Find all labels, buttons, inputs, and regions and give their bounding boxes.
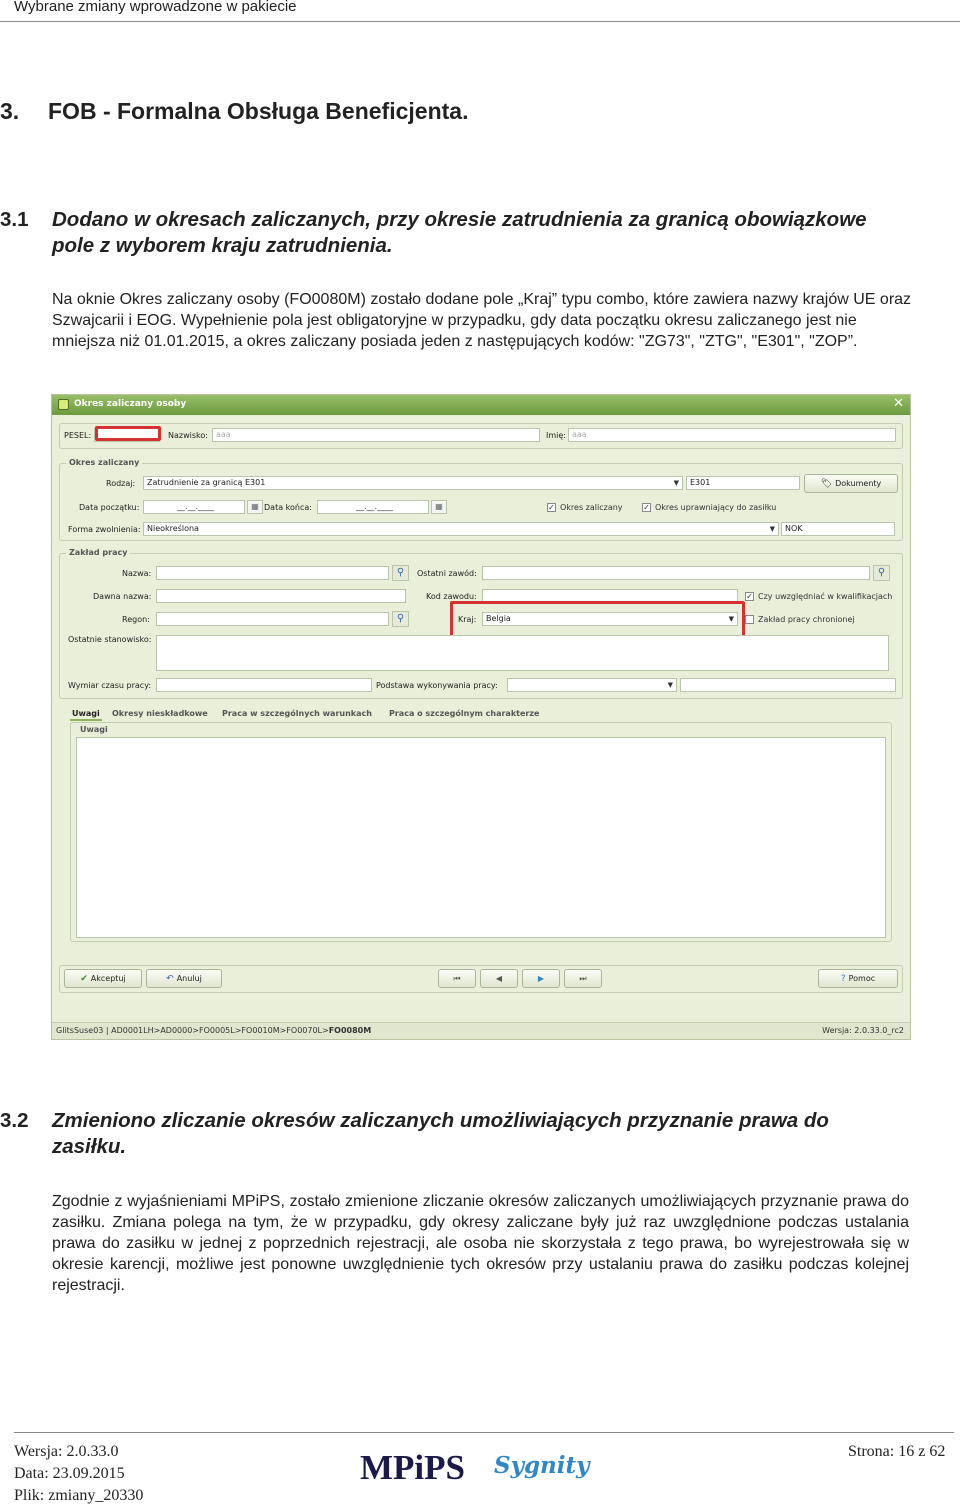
pesel-highlight bbox=[95, 426, 161, 441]
okres-uprawniajacy-checkbox-label: Okres uprawniający do zasiłku bbox=[655, 503, 777, 512]
section-3-number: 3. bbox=[0, 98, 20, 124]
pomoc-button-label: Pomoc bbox=[848, 974, 876, 983]
section-3-1-paragraph: Na oknie Okres zaliczany osoby (FO0080M) zostało dodane pole „Kraj” typu combo, które zawiera nazwy krajów UE oraz Szwajcarii i EOG. Wypełnienie pola jest obligatoryjne w przypadku, gdy data początku okresu zaliczanego jest nie mniejsza niż 01.01.2015, a okres zaliczany posiada jeden z następujących kodów: "ZG73", "ZTG", "E301", "ZOP”. bbox=[52, 291, 912, 350]
checkmark-icon: ✔ bbox=[80, 974, 88, 984]
checkbox-box bbox=[745, 615, 754, 624]
dropdown-arrow-icon: ▼ bbox=[673, 479, 679, 487]
calendar-icon[interactable]: ▦ bbox=[247, 500, 263, 514]
uwagi-panel-label: Uwagi bbox=[80, 725, 108, 734]
forma-zwolnienia-code[interactable]: NOK bbox=[781, 522, 895, 536]
pesel-label: PESEL: bbox=[64, 431, 92, 440]
czy-kwalifikacje-checkbox[interactable] bbox=[745, 592, 892, 601]
section-3-2-heading bbox=[0, 1108, 900, 1160]
tab-praca-szczegolny-charakter[interactable]: Praca o szczególnym charakterze bbox=[389, 709, 540, 718]
section-3-heading bbox=[0, 98, 468, 125]
section-3-title: FOB - Formalna Obsługa Beneficjenta. bbox=[48, 98, 469, 124]
rodzaj-combo[interactable] bbox=[143, 476, 683, 490]
anuluj-button-label: Anuluj bbox=[176, 974, 202, 983]
imie-label: Imię: bbox=[546, 431, 566, 440]
header-divider bbox=[0, 21, 960, 22]
last-record-button[interactable]: ⏭ bbox=[564, 969, 602, 988]
okres-uprawniajacy-checkbox[interactable] bbox=[642, 503, 776, 512]
nazwisko-field[interactable]: aaa bbox=[212, 428, 540, 442]
rodzaj-label: Rodzaj: bbox=[106, 479, 136, 488]
status-path bbox=[56, 1023, 371, 1039]
data-poczatku-field[interactable]: __.__.____ bbox=[143, 500, 245, 514]
status-bar bbox=[52, 1022, 910, 1039]
running-header: Wybrane zmiany wprowadzone w pakiecie bbox=[14, 0, 297, 15]
dropdown-arrow-icon: ▼ bbox=[667, 681, 673, 689]
close-icon[interactable]: ✕ bbox=[893, 396, 904, 411]
ostatni-zawod-label: Ostatni zawód: bbox=[417, 569, 477, 578]
nazwisko-label: Nazwisko: bbox=[168, 431, 208, 440]
data-konca-label: Data końca: bbox=[264, 503, 312, 512]
forma-zwolnienia-value: Nieokreślona bbox=[147, 524, 199, 533]
dokumenty-button[interactable] bbox=[804, 474, 898, 493]
okres-zaliczany-checkbox-label: Okres zaliczany bbox=[560, 503, 623, 512]
next-record-button[interactable]: ▶ bbox=[522, 969, 560, 988]
czy-kwalifikacje-checkbox-label: Czy uwzględniać w kwalifikacjach bbox=[758, 592, 893, 601]
tab-praca-szczegolne-warunki[interactable]: Praca w szczególnych warunkach bbox=[222, 709, 372, 718]
podstawa-code-field[interactable] bbox=[680, 678, 896, 692]
mpips-logo: MPiPS bbox=[360, 1448, 465, 1487]
data-konca-field[interactable]: __.__.____ bbox=[317, 500, 429, 514]
forma-zwolnienia-combo[interactable] bbox=[143, 522, 779, 536]
checkbox-box: ✓ bbox=[746, 592, 753, 601]
checkbox-box: ✓ bbox=[643, 503, 650, 512]
app-icon bbox=[58, 399, 69, 410]
ostatnie-stanowisko-field[interactable] bbox=[156, 635, 889, 671]
rodzaj-value: Zatrudnienie za granicą E301 bbox=[147, 478, 266, 487]
section-3-1-title: Dodano w okresach zaliczanych, przy okresie zatrudnienia za granicą obowiązkowe pole z wyborem kraju zatrudnienia. bbox=[52, 208, 867, 257]
tab-okresy-nieskladkowe[interactable]: Okresy nieskładkowe bbox=[112, 709, 208, 718]
akceptuj-button[interactable] bbox=[64, 969, 142, 988]
rodzaj-code-field[interactable]: E301 bbox=[686, 476, 800, 490]
undo-icon: ↶ bbox=[166, 974, 174, 984]
status-path-current: FO0080M bbox=[328, 1026, 372, 1035]
zaklad-pracy-group-title: Zakład pracy bbox=[66, 548, 130, 557]
okres-zaliczany-window bbox=[51, 394, 911, 1040]
window-titlebar bbox=[52, 395, 910, 415]
pomoc-button[interactable] bbox=[818, 969, 898, 988]
tag-icon: 🏷 bbox=[820, 479, 833, 489]
checkbox-box: ✓ bbox=[548, 503, 555, 512]
section-3-2-paragraph: Zgodnie z wyjaśnieniami MPiPS, zostało zmienione zliczanie okresów zaliczanych umożliwiających przyznanie prawa do zasiłku. Zmiana polega na tym, że w przypadku, gdy okresy zaliczane były już raz uwzględnione podczas ustalania prawa do zasiłku w jednej z poprzednich rejestracji, ale osoba nie skorzystała z tego prawa, bo wyrejestrowała się w okresie karencji, możliwe jest ponowne uwzględnienie tych okresów przy ustalaniu prawa do zasiłku podczas kolejnej rejestracji. bbox=[52, 1193, 909, 1294]
ostatni-zawod-field[interactable] bbox=[482, 566, 870, 580]
dokumenty-button-label: Dokumenty bbox=[835, 479, 882, 488]
zaklad-chroniony-checkbox[interactable] bbox=[745, 615, 855, 624]
dropdown-arrow-icon: ▼ bbox=[728, 615, 734, 623]
nazwa-label: Nazwa: bbox=[122, 569, 152, 578]
magnifier-icon[interactable]: ⚲ bbox=[392, 611, 409, 627]
wymiar-czasu-field[interactable] bbox=[156, 678, 372, 692]
status-path-prefix: GlitsSuse03 | AD0001LH>AD0000>FO0005L>FO0010M>FO0070L> bbox=[56, 1026, 329, 1035]
window-title: Okres zaliczany osoby bbox=[74, 399, 187, 409]
nazwa-field[interactable] bbox=[156, 566, 389, 580]
dawna-nazwa-field[interactable] bbox=[156, 589, 406, 603]
okres-zaliczany-group-title: Okres zaliczany bbox=[66, 458, 142, 467]
akceptuj-button-label: Akceptuj bbox=[90, 974, 126, 983]
section-3-2-number: 3.2 bbox=[0, 1109, 29, 1132]
ostatnie-stanowisko-label: Ostatnie stanowisko: bbox=[68, 635, 152, 644]
data-poczatku-label: Data początku: bbox=[79, 503, 140, 512]
wymiar-czasu-label: Wymiar czasu pracy: bbox=[68, 681, 152, 690]
anuluj-button[interactable] bbox=[146, 969, 222, 988]
kod-zawodu-label: Kod zawodu: bbox=[426, 592, 477, 601]
uwagi-textarea[interactable] bbox=[76, 737, 886, 938]
help-icon: ? bbox=[840, 974, 846, 984]
regon-field[interactable] bbox=[156, 612, 389, 626]
magnifier-icon[interactable]: ⚲ bbox=[392, 565, 409, 581]
tab-uwagi[interactable]: Uwagi bbox=[70, 707, 102, 721]
first-record-button[interactable]: ⏮ bbox=[438, 969, 476, 988]
magnifier-icon[interactable]: ⚲ bbox=[873, 565, 890, 581]
section-3-1-number: 3.1 bbox=[0, 208, 29, 231]
footer-version: Wersja: 2.0.33.0 bbox=[14, 1443, 119, 1460]
podstawa-label: Podstawa wykonywania pracy: bbox=[376, 681, 498, 690]
dawna-nazwa-label: Dawna nazwa: bbox=[93, 592, 152, 601]
kraj-value: Belgia bbox=[486, 614, 511, 623]
kraj-label: Kraj: bbox=[458, 615, 477, 624]
footer-page-number: Strona: 16 z 62 bbox=[848, 1443, 946, 1460]
regon-label: Regon: bbox=[122, 615, 150, 624]
calendar-icon[interactable]: ▦ bbox=[431, 500, 447, 514]
status-version: Wersja: 2.0.33.0_rc2 bbox=[822, 1026, 904, 1035]
footer-divider bbox=[14, 1432, 954, 1433]
zaklad-chroniony-checkbox-label: Zakład pracy chronionej bbox=[758, 615, 855, 624]
forma-zwolnienia-label: Forma zwolnienia: bbox=[68, 525, 141, 534]
section-3-1-heading bbox=[0, 207, 900, 259]
footer-file: Plik: zmiany_20330 bbox=[14, 1487, 144, 1504]
okres-zaliczany-checkbox[interactable] bbox=[547, 503, 623, 512]
dropdown-arrow-icon: ▼ bbox=[769, 525, 775, 533]
section-3-2-title: Zmieniono zliczanie okresów zaliczanych umożliwiających przyznanie prawa do zasiłku. bbox=[52, 1109, 829, 1158]
podstawa-combo[interactable] bbox=[507, 678, 677, 692]
previous-record-button[interactable]: ◀ bbox=[480, 969, 518, 988]
footer-date: Data: 23.09.2015 bbox=[14, 1465, 125, 1482]
sygnity-logo: Sygnity bbox=[494, 1452, 590, 1479]
imie-field[interactable]: aaa bbox=[568, 428, 896, 442]
